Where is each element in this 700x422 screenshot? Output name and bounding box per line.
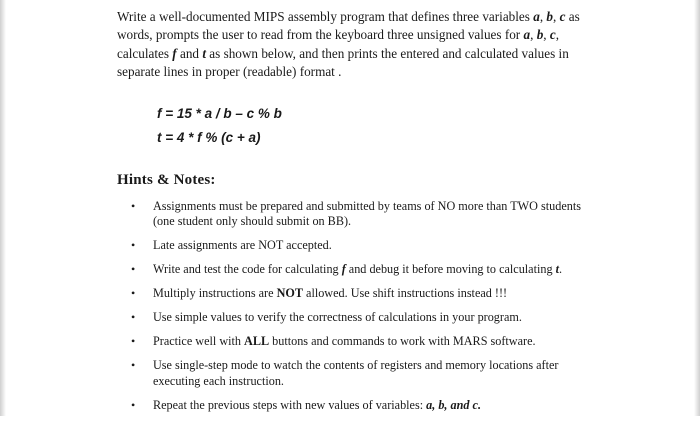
- bullet-icon: •: [131, 397, 136, 412]
- note-text: and debug it before moving to calculating: [345, 262, 556, 277]
- list-item: [117, 310, 597, 326]
- bullet-icon: •: [131, 262, 136, 277]
- formula-block: [157, 102, 597, 150]
- emphasis-all: ALL: [244, 334, 270, 349]
- var-f: f: [172, 45, 177, 61]
- assignment-description: [117, 8, 597, 82]
- formula-t: t = 4 * f % (c + a): [157, 129, 261, 145]
- intro-sep: ,: [530, 27, 537, 43]
- list-item: [117, 238, 597, 254]
- bullet-icon: •: [131, 334, 136, 349]
- left-page-shadow: [0, 0, 6, 416]
- formula-f: f = 15 * a / b – c % b: [157, 105, 282, 121]
- intro-text: and: [176, 45, 203, 61]
- note-text: buttons and commands to work with MARS software.: [269, 334, 536, 349]
- list-item: [117, 398, 597, 414]
- var-c: c: [549, 27, 556, 43]
- intro-text: as words, prompts the user to read from the keyboard three unsigned values for: [117, 9, 580, 43]
- list-item: [117, 286, 597, 302]
- note-text: Write and test the code for calculating: [153, 262, 342, 277]
- bullet-icon: •: [131, 310, 136, 325]
- note-text: Late assignments are NOT accepted.: [153, 238, 332, 253]
- intro-sep: ,: [539, 9, 547, 24]
- intro-text: Write a well-documented MIPS assembly program that defines three variables: [117, 9, 534, 24]
- intro-sep: ,: [543, 27, 550, 43]
- note-text: Multiply instructions are: [153, 286, 277, 301]
- var-f: f: [341, 262, 346, 277]
- list-item: [117, 358, 597, 389]
- var-a: a: [523, 27, 531, 43]
- assignment-page: [117, 8, 597, 422]
- var-t: t: [202, 45, 206, 61]
- list-item: [117, 334, 597, 350]
- list-item: [117, 199, 597, 230]
- bullet-icon: •: [131, 238, 136, 253]
- note-text: Use simple values to verify the correctness of calculations in your program.: [153, 310, 522, 325]
- intro-text: , calculates: [117, 27, 560, 61]
- bullet-icon: •: [131, 286, 136, 301]
- note-text: Practice well with: [153, 334, 245, 349]
- var-b: b: [546, 9, 553, 24]
- note-text: .: [558, 262, 563, 277]
- var-c: c: [559, 9, 566, 24]
- var-b: b: [536, 27, 544, 43]
- note-text: Repeat the previous steps with new values of variables:: [153, 397, 427, 412]
- intro-text: as shown below, and then prints the entered and calculated values in separate lines in proper (readable) format .: [117, 45, 569, 80]
- bullet-icon: •: [131, 198, 136, 213]
- note-text: Assignments must be prepared and submitted by teams of NO more than TWO students (one student only should submit on BB).: [153, 198, 581, 229]
- right-page-shadow: [694, 0, 700, 416]
- bullet-icon: •: [131, 358, 136, 373]
- note-text: Use single-step mode to watch the contents of registers and memory locations after executing each instruction.: [153, 358, 559, 388]
- note-text: allowed. Use shift instructions instead !!!: [302, 286, 508, 301]
- var-t: t: [555, 262, 559, 277]
- hints-heading: Hints & Notes:: [117, 171, 216, 188]
- intro-sep: ,: [553, 9, 560, 24]
- emphasis-not: NOT: [276, 286, 303, 301]
- list-item: [117, 262, 597, 278]
- variable-list: a, b, and c.: [426, 397, 481, 412]
- var-a: a: [533, 9, 540, 24]
- notes-list: [117, 199, 597, 414]
